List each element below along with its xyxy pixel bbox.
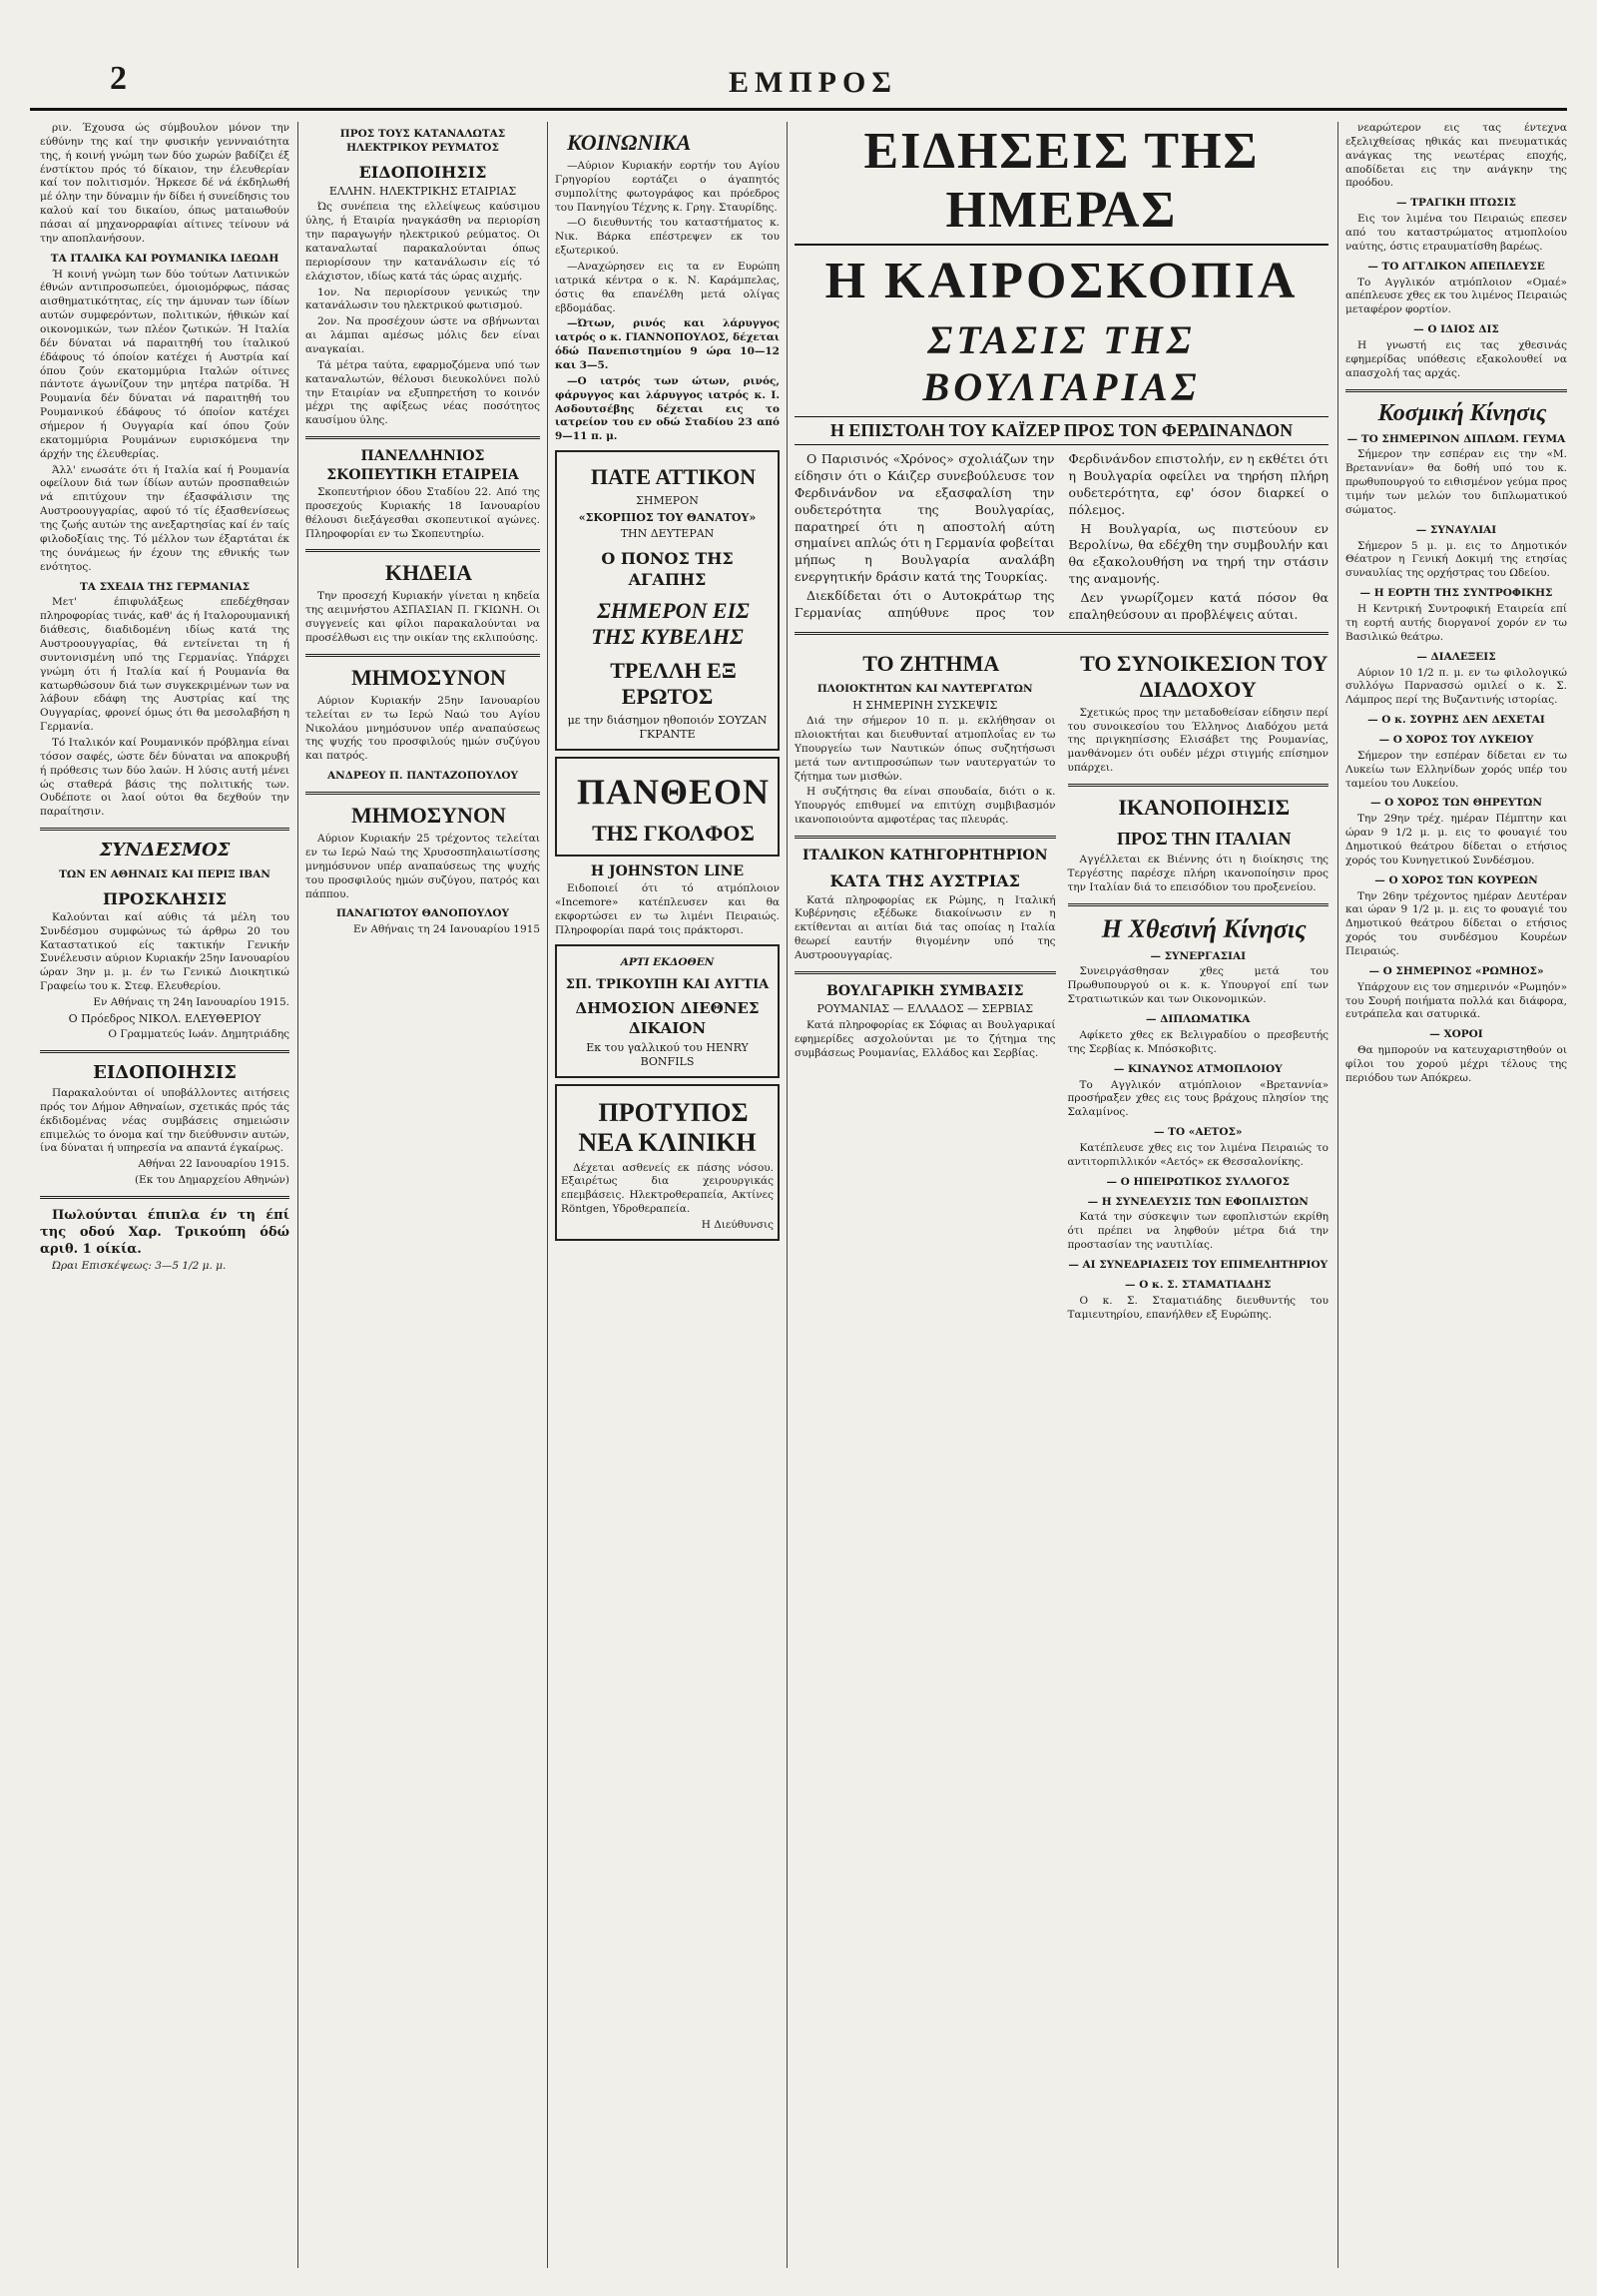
main-headline: Η ΚΑΙΡΟΣΚΟΠΙΑ (824, 253, 1299, 309)
headline: ΚΑΤΑ ΤΗΣ ΑΥΣΤΡΙΑΣ (829, 871, 1020, 891)
column-4 (795, 122, 1329, 2278)
article-text: Σήμερον την εσπέραν δίδεται εν τω Λυκείω των Ελληνίδων χορός υπέρ του ταμείου του Λυκείου. (1345, 749, 1567, 790)
article-text: Η συζήτησις θα είναι σπουδαία, διότι ο κ. Υπουργός επιθυμεί να επιτύχη συμβιβασμόν ικανοποιούντα αμφοτέρας τας πλευράς. (795, 786, 1056, 827)
headline: ΤΟ ΣΥΝΟΙΚΕΣΙΟΝ ΤΟΥ ΔΙΑΔΟΧΟΥ (1080, 650, 1329, 702)
article-text: —Ώτων, ρινός και λάρυγγος ιατρός ο κ. ΓΙΑΝΝΟΠΟΥΛΟΣ, δέχεται όδώ Πανεπιστημίου 9 ώρα 10—12 και 3—5. (555, 317, 780, 372)
headline: ΠΡΟΣ ΤΗΝ ΙΤΑΛΙΑΝ (1116, 829, 1292, 850)
headline: — ΣΥΝΑΥΛΙΑΙ (1415, 523, 1497, 536)
divider (1068, 903, 1330, 906)
divider (305, 549, 540, 552)
headline: — Ο ΗΠΕΙΡΩΤΙΚΟΣ ΣΥΛΛΟΓΟΣ (1106, 1175, 1290, 1188)
headline: — Ο ΧΟΡΟΣ ΤΩΝ ΚΟΥΡΕΩΝ (1374, 873, 1538, 886)
article-text: Κατά πληροφορίας εκ Ρώμης, η Ιταλική Κυβέρνησις εξέδωκε διακοίνωσιν εν η εκτίθενται αι αιτίαι διά τας οποίας η Ιταλία θεωρεί εαυτήν θιγομένην υπό της Αυστροουγγαρίας. (795, 893, 1056, 962)
headline: ΕΙΔΟΠΟΙΗΣΙΣ (93, 1062, 237, 1084)
subheadline: Εκ του γαλλικού του HENRY BONFILS (586, 1040, 749, 1069)
article-text: —Αύριον Κυριακήν εορτήν του Αγίου Γρηγορίου εορτάζει ο άγαπητός συμπολίτης φωτογράφος και πρόεδρος του Πανηγίου Τέχνης κ. Γρηγ. Σταυρίδης. (555, 160, 780, 214)
article-text: Αύριον Κυριακήν 25 τρέχοντος τελείται εν τω Ιερώ Ναώ της Χρυσοσπηλαιωτίσσης μνημόσυνον υπέρ αναπαύσεως της ψυχής του προσφιλούς ημών συζύγου, πατρός και πάππου. (305, 833, 540, 900)
section-banner: ΕΙΔΗΣΕΙΣ ΤΗΣ ΗΜΕΡΑΣ (795, 122, 1329, 246)
headline: ΠΡΟΣ ΤΟΥΣ ΚΑΤΑΝΑΛΩΤΑΣ ΗΛΕΚΤΡΙΚΟΥ ΡΕΥΜΑΤΟΣ (339, 128, 506, 154)
film-title: ΤΗΣ ΓΚΟΛΦΟΣ (592, 820, 755, 846)
clinic-ad (555, 1084, 780, 1241)
section-banner: Η Χθεσινή Κίνησις (1101, 913, 1307, 943)
article-text: Κατά την σύσκεψιν των εφοπλιστών εκρίθη ότι πρέπει να ληφθούν μέτρα διά την προστασίαν της ναυτιλίας. (1067, 1211, 1329, 1252)
article-text: Σχετικώς προς την μεταδοθείσαν είδησιν περί του συνοικεσίου του Έλληνος Διαδόχου μετά της πριγκηπίσσης Ελισάβετ της Ρουμανίας, μανθάνομεν ότι ουδέν μέχρι στιγμής επίσημον υπάρχει. (1067, 706, 1329, 775)
headline: ΠΛΟΙΟΚΤΗΤΩΝ ΚΑΙ ΝΑΥΤΕΡΓΑΤΩΝ (816, 682, 1033, 695)
article-text: Διά την σήμερον 10 π. μ. εκλήθησαν οι πλοιοκτήται και διευθυνταί ατμοπλοΐας εν τω Υπουργείω των Ναυτικών όπως συζητήσωσι μετά των αντιπροσώπων των ναυτεργατών το ζήτημα των μισθών. (795, 715, 1056, 783)
article-text: Παρακαλούνται οί υποβάλλοντες αιτήσεις πρός τον Δήμον Αθηναίων, σχετικάς πρός τάς έκδιδομένας νέας συμβάσεις σημειώσιν επιμελώς το όνομα καί την διεύθυνσιν αυτών, ίνα δύναται ή υπηρεσία να απαντά έγκαίρως. (40, 1086, 289, 1155)
headline: — ΧΟΡΟΙ (1429, 1028, 1483, 1041)
article-text: Σήμερον 5 μ. μ. εις το Δημοτικόν Θέατρον η Γενική Δοκιμή της ετησίας συναυλίας της ορχήστρας του Ωδείου. (1345, 539, 1567, 580)
subheadline: Η ΣΗΜΕΡΙΝΗ ΣΥΣΚΕΨΙΣ (852, 698, 998, 712)
article-text: Αύριον Κυριακήν 25ην Ιανουαρίου τελείται εν τω Ιερώ Ναώ του Αγίου Νικολάου μνημόσυνον υπέρ αναπαύσεως της ψυχής του προσφιλούς ημών συζύγου και πατρός. (305, 694, 540, 763)
article-text: Η γνωστή εις τας χθεσινάς εφημερίδας υπόθεσις εξακολουθεί να απασχολή τας αρχάς. (1345, 339, 1567, 379)
headline: ΠΡΟΤΥΠΟΣ ΝΕΑ ΚΛΙΝΙΚΗ (578, 1097, 757, 1157)
signature: Ο Πρόεδρος ΝΙΚΟΛ. ΕΛΕΥΘΕΡΙΟΥ (68, 1011, 262, 1025)
signature: Εν Αθήναις τη 24 Ιανουαρίου 1915 (353, 923, 540, 936)
article-text: νεαρώτερον εις τας έντεχνα εξελιχθείσας ηθικάς και πνευματικάς ανάγκας της νεωτέρας εποχής, αποδίδεται εις την ανάγκην της προόδου. (1345, 122, 1567, 190)
column-rule (547, 122, 548, 2268)
article-text: Το Αγγλικόν ατμόπλοιον «Ομαέ» απέπλευσε χθες εκ του λιμένος Πειραιώς μεταφέρον φορτίον. (1345, 276, 1567, 316)
headline: ΚΗΔΕΙΑ (384, 560, 473, 586)
headline: — Ο κ. ΣΟΥΡΗΣ ΔΕΝ ΔΕΧΕΤΑΙ (1367, 714, 1545, 727)
article-text: Τό Ιταλικόν καί Ρουμανικόν πρόβλημα είναι τόσον σαφές, ώστε δέν δύναται να αποκρυβή ή πρόθεσις των δύο λαών. Η λύσις αυτή μένει ώς σταθερά βάσις της πολιτικής των. Ουδέποτε οι λαοί ούτοι θα δεχθούν την παραίτησιν. (40, 736, 289, 819)
headline: ΠΑΝΕΛΛΗΝΙΟΣ ΣΚΟΠΕΥΤΙΚΗ ΕΤΑΙΡΕΙΑ (326, 448, 519, 483)
film-title: «ΣΚΟΡΠΙΟΣ ΤΟΥ ΘΑΝΑΤΟΥ» (578, 510, 757, 524)
signature: Ο Γραμματεύς Ιωάν. Δημητριάδης (108, 1028, 289, 1041)
article-text: Αφίκετο χθες εκ Βελιγραδίου ο πρεσβευτής της Σερβίας κ. Μπόσκοβιτς. (1067, 1028, 1329, 1055)
headline: ΣΠ. ΤΡΙΚΟΥΠΗ ΚΑΙ ΑΥΓΤΙΑ (565, 976, 770, 992)
article-text: Η Βουλγαρία, ως πιστεύουν εν Βερολίνω, θα εδέχθη την συμβουλήν και θα εξακολουθήση να τηρή την στάσιν της αναμονής. (1068, 520, 1329, 587)
article-text: Σήμερον την εσπέραν εις την «Μ. Βρεταννίαν» θα δοθή υπό του κ. πρωθυπουργού το ειθισμένον γεύμα προς τιμήν των μελών του διπλωματικού σώματος. (1345, 448, 1567, 516)
article-text: —Ο ιατρός των ώτων, ρινός, φάρυγγος και λάρυγγος ιατρός κ. Ι. Ασδουτσέβης δέχεται εις το ιατρείον του εν οδώ Σταδίου 23 από 9—11 π. μ. (555, 374, 780, 443)
divider (305, 654, 540, 657)
headline: — ΤΟ ΑΓΓΛΙΚΟΝ ΑΠΕΠΛΕΥΣΕ (1367, 260, 1545, 273)
article-text: Αγγέλλεται εκ Βιέννης ότι η διοίκησις της Τεργέστης παρέσχε πλήρη ικανοποίησιν προς την Ιταλίαν διά το επεισόδιον του προξενείου. (1067, 854, 1329, 893)
headline: — Ο ΧΟΡΟΣ ΤΩΝ ΘΗΡΕΥΤΩΝ (1369, 797, 1542, 810)
article-text: Την 29ην τρέχ. ημέραν Πέμπτην και ώραν 9 1/2 μ. μ. εις το φουαγιέ του Δημοτικού θεάτρου δίδεται ο ετήσιος χορός του Κυνηγετικού Συνδέσμου. (1345, 813, 1567, 866)
headline: ΠΑΤΕ ΑΤΤΙΚΟΝ (590, 464, 757, 490)
article-text: —Ο διευθυντής του καταστήματος κ. Νικ. Βάρκα επέστρεψεν εκ του εξωτερικού. (555, 217, 780, 258)
book-ad (555, 944, 780, 1078)
article-text: Το Αγγλικόν ατμόπλοιον «Βρεταννία» προσήραξεν χθες εις τους βράχους πλησίον της Σαλαμίνος. (1067, 1078, 1329, 1119)
article-text: Ή κοινή γνώμη των δύο τούτων Λατινικών έθνών αντιπροσωπεύει, όμοιομόρφως, πάσας αισθηματικότητας, είς την άμυναν των ίδίων αυτών συμφερόντων, πολιτικών, ήθικών καί οικονομικών, των πλέον ζωτικών. Ή Ιταλία δέν δύναται νά παραιτηθή του ίταλικού έδάφους τό όποίον κατέχει ή Αυστρία καί όπου ζούν εκατομμύρια Ιταλών οίτινες πάντοτε άγωνίζουν την μητέρα πατρίδα. Ή Ρουμανία δέν δύναται νά παραιτηθή του Ρουμανικού έδάφους τό όποίον κατέχει σήμερον ή Ουγγαρία καί όπου ζούν εκατομμύρια Ρουμάνων ευρισκόμενα την άρχήν της έλευθερίας. (40, 268, 289, 460)
article-text: Η Κεντρική Συντροφική Εταιρεία επί τη εορτή αυτής διοργανοί χορόν εν τω Βασιλικώ θεάτρω. (1345, 603, 1567, 643)
headline: — ΑΙ ΣΥΝΕΔΡΙΑΣΕΙΣ ΤΟΥ ΕΠΙΜΕΛΗΤΗΡΙΟΥ (1068, 1258, 1329, 1271)
film-title: ΤΡΕΛΛΗ ΕΞ ΕΡΩΤΟΣ (610, 657, 737, 709)
headline: ΠΑΝΘΕΟΝ (576, 771, 770, 812)
column-rule (1337, 122, 1338, 2268)
headline: ΣΗΜΕΡΟΝ ΕΙΣ ΤΗΣ ΚΥΒΕΛΗΣ (591, 597, 750, 649)
article-text: Αύριον 10 1/2 π. μ. εν τω φιλολογικώ συλλόγω Παρνασσώ ομιλεί ο κ. Σ. Λάμπρος περί της Βυζαντινής ιστορίας. (1345, 666, 1567, 707)
section-banner: Κοσμική Κίνησις (1377, 399, 1547, 426)
article-text: Τά μέτρα ταύτα, εφαρμοζόμενα υπό των καταναλωτών, θέλουσι διευκολύνει πολύ την Εταιρίαν να εξυπηρετήση το κοινόν μέχρι της αφίξεως νέας ποσότητος καυσίμου ύλης. (305, 358, 540, 427)
subheadline: με την διάσημον ηθοποιόν ΣΟΥΖΑΝ ΓΚΡΑΝΤΕ (567, 713, 768, 742)
classified-ad: Πωλούνται έπιπλα έν τη έπί της οδού Χαρ. Τρικούπη όδώ αριθ. 1 οίκία. (40, 1207, 289, 1258)
signature: Εν Αθήναις τη 24η Ιανουαρίου 1915. (93, 995, 289, 1008)
classified-ad: Ώραι Επισκέψεως: 3—5 1/2 μ. μ. (52, 1260, 227, 1273)
news-column-left (795, 643, 1056, 1325)
divider (1068, 784, 1330, 787)
headline: ΠΡΟΣΚΛΗΣΙΣ (103, 888, 227, 908)
article-text: 2ον. Να προσέχουν ώστε να σβήνωνται αι λάμπαι αμέσως μόλις δεν είναι αναγκαίαι. (305, 315, 540, 355)
headline: — Ο κ. Σ. ΣΤΑΜΑΤΙΑΔΗΣ (1125, 1278, 1272, 1291)
article-text: Ο κ. Σ. Σταματιάδης διευθυντής του Ταμιευτηρίου, επανήλθεν εξ Ευρώπης. (1067, 1294, 1329, 1321)
divider (1345, 389, 1567, 392)
signature: Αθήναι 22 Ιανουαρίου 1915. (138, 1158, 289, 1171)
article-text: Την 26ην τρέχοντος ημέραν Δευτέραν και ώραν 9 1/2 μ. μ. εις το φουαγιέ του Δημοτικού θεάτρου δίδεται ο ετήσιος χορός του συνδέσμου Κουρέων Πειραιώς. (1345, 889, 1567, 957)
headline: ΠΑΝΑΓΙΩΤΟΥ ΘΑΝΟΠΟΥΛΟΥ (335, 907, 509, 920)
page-number: 2 (110, 60, 127, 97)
headline: — ΚΙΝΑΥΝΟΣ ΑΤΜΟΠΛΟΙΟΥ (1113, 1062, 1283, 1075)
article-text: Δέχεται ασθενείς εκ πάσης νόσου. Εξαιρέτως δια χειρουργικάς επεμβάσεις. Ηλεκτροθεραπεία, Ακτίνες Röntgen, Υδροθεραπεία. (561, 1161, 774, 1216)
article-text: Ο Παρισινός «Χρόνος» σχολιάζων την είδησιν ότι ο Κάιζερ συνεβούλευσε τον Φερδινάνδον να εξασφαλίση την ουδετερότητα της Βουλγαρίας, παρατηρεί ότι η αποστολή αύτη σημαίνει απλώς ότι η Γερμανία φοβείται μήπως η Βουλγαρία αναλάβη ενεργητικήν δράσιν κατά της Τουρκίας. (795, 451, 1055, 585)
headline: — ΣΥΝΕΡΓΑΣΙΑΙ (1150, 949, 1247, 962)
article-text: Σκοπευτήριον όδου Σταδίου 22. Από της προσεχούς Κυριακής 18 Ιανουαρίου θέλουσι διεξάγεσθαι σκοπευτικοί αγώνες. Πληροφορίαι εν τω Σκοπευτηρίω. (305, 486, 540, 540)
main-subheadline: ΣΤΑΣΙΣ ΤΗΣ ΒΟΥΛΓΑΡΙΑΣ (922, 317, 1201, 409)
column-2 (305, 122, 540, 2278)
article-text: 1ον. Να περιορίσουν γενικώς την κατανάλωσιν του ηλεκτρικού φωτισμού. (305, 286, 540, 312)
column-rule (787, 122, 788, 2268)
headline: ΤΑ ΙΤΑΛΙΚΑ ΚΑΙ ΡΟΥΜΑΝΙΚΑ ΙΔΕΩΔΗ (50, 252, 279, 265)
divider (40, 828, 289, 831)
headline: — Η ΕΟΡΤΗ ΤΗΣ ΣΥΝΤΡΟΦΙΚΗΣ (1359, 587, 1553, 600)
headline: ΕΙΔΟΠΟΙΗΣΙΣ (358, 162, 487, 182)
divider (305, 436, 540, 439)
article-text: Καλούνται καί αύθις τά μέλη του Συνδέσμου συμφώνως τώ άρθρω 20 του Καταστατικού είς τακτικήν Γενικήν Συνέλευσιν αύριον Κυριακήν 25ην Ιανουαρίου ώραν 3ην μ. μ. έν τω Γενικώ Διοικητικώ Γραφείω του κ. Στεφ. Ελευθερίου. (40, 910, 289, 993)
headline: — Ο ΣΗΜΕΡΙΝΟΣ «ΡΩΜΗΟΣ» (1368, 964, 1544, 977)
article-text: Δεν γνωρίζομεν κατά πόσον θα επαληθεύσουν αι προβλέψεις αύται. (1068, 590, 1329, 622)
subheadline: ΕΛΛΗΝ. ΗΛΕΚΤΡΙΚΗΣ ΕΤΑΙΡΙΑΣ (328, 184, 517, 198)
column-rule (297, 122, 298, 2268)
headline: ΙΚΑΝΟΠΟΙΗΣΙΣ (1118, 795, 1291, 821)
headline: — Ο ΙΔΙΟΣ ΔΙΣ (1413, 323, 1499, 336)
article-text: Ώς συνέπεια της ελλείψεως καύσιμου ύλης, ή Εταιρία ηναγκάσθη να περιορίση την παραγωγήν ηλεκτρικού ρεύματος. Οι καταναλωταί παρακαλούνται όπως περιορίσουν την κατανάλωσιν είς τό ελάχιστον, ιδίως κατά τάς ώρας αιχμής. (305, 201, 540, 283)
headline: ΤΩΝ ΕΝ ΑΘΗΝΑΙΣ ΚΑΙ ΠΕΡΙΞ ΙΒΑΝ (59, 867, 270, 880)
divider (305, 792, 540, 795)
headline: — ΤΟ «ΑΕΤΟΣ» (1154, 1126, 1243, 1139)
headline: ΣΥΝΔΕΣΜΟΣ (99, 840, 231, 861)
headline: — ΔΙΠΛΩΜΑΤΙΚΑ (1146, 1013, 1251, 1026)
article-text: —Αναχώρησεν εις τα εν Ευρώπη ιατρικά κέντρα ο κ. Ν. Καράμπελας, όστις θα επανέλθη μετά ολίγας εβδομάδας. (555, 261, 780, 314)
article-text: Θα ημπορούν να κατευχαριστηθούν οι φίλοι του χορού μέχρι τέλους της περιόδου των Απόκρεω. (1345, 1044, 1567, 1084)
article-text: Εις τον λιμένα του Πειραιώς επεσεν από του καταστρώματος ατμοπλοίου ναύτης, όστις ετραυματίσθη βαρέως. (1345, 213, 1567, 253)
divider (40, 1196, 289, 1199)
news-lower (795, 643, 1329, 1325)
film-title: Ο ΠΟΝΟΣ ΤΗΣ ΑΓΑΠΗΣ (601, 548, 734, 589)
article-text: Συνειργάσθησαν χθες μετά του Πρωθυπουργού οι κ. κ. Υπουργοί επί των Στρατιωτικών και των Οικονομικών. (1067, 965, 1329, 1006)
headline: — Ο ΧΟΡΟΣ ΤΟΥ ΛΥΚΕΙΟΥ (1378, 733, 1534, 746)
news-columns (795, 451, 1329, 624)
headline: ΤΟ ΖΗΤΗΜΑ (862, 650, 1000, 676)
newspaper-title: ΕΜΠΡΟΣ (729, 66, 897, 99)
headline: ΑΝΔΡΕΟΥ Π. ΠΑΝΤΑΖΟΠΟΥΛΟΥ (326, 770, 519, 783)
headline: — ΤΟ ΣΗΜΕΡΙΝΟΝ ΔΙΠΛΩΜ. ΓΕΥΜΑ (1346, 432, 1566, 445)
subheadline: ΡΟΥΜΑΝΙΑΣ — ΕΛΛΑΔΟΣ — ΣΕΡΒΙΑΣ (816, 1002, 1034, 1016)
headline: ΔΗΜΟΣΙΟΝ ΔΙΕΘΝΕΣ ΔΙΚΑΙΟΝ (575, 998, 760, 1037)
headline: ΒΟΥΛΓΑΡΙΚΗ ΣΥΜΒΑΣΙΣ (826, 982, 1024, 999)
article-text: Κατέπλευσε χθες εις τον λιμένα Πειραιώς το αντιτορπιλλικόν «Αετός» εκ Θεσσαλονίκης. (1067, 1141, 1329, 1168)
headline: ΙΤΑΛΙΚΟΝ ΚΑΤΗΓΟΡΗΤΗΡΙΟΝ (801, 848, 1048, 863)
divider (40, 1050, 289, 1053)
news-column-right (1068, 643, 1330, 1325)
headline: Η ΕΠΙΣΤΟΛΗ ΤΟΥ ΚΑΪΖΕΡ ΠΡΟΣ ΤΟΝ ΦΕΡΔΙΝΑΝΔΟΝ (795, 416, 1329, 445)
column-1 (40, 122, 289, 2278)
article-text: Μετ' έπιφυλάξεως επεδέχθησαν πληροφορίας τινάς, καθ' άς ή Ιταλορουμανική διάθεσις, διαδιδομένη ιδίως κατά της Αυστροουγγαρίας, θά εντείνεται τη ή συντονισμένη υπό της Γερμανίας. Υπάρχει γνώμη ότι ή Ιταλία καί ή Ρουμανία θα κατωρθώσουν διά των συγκεκριμένων των να λάβουν εδάφη της Αυστρίας καί της Ουγγαρίας, φρονεί όμως ότι θα μεσολαβήση η Γερμανία. (40, 596, 289, 734)
cinema-ad (555, 450, 780, 751)
signature: (Εκ του Δημαρχείου Αθηνών) (134, 1174, 289, 1187)
headline: ΚΟΙΝΩΝΙΚΑ (567, 130, 692, 155)
headline: ΜΗΜΟΣΥΝΟΝ (351, 664, 506, 690)
column-5 (1345, 122, 1567, 2278)
article-text: Την προσεχή Κυριακήν γίνεται η κηδεία της αειμνήστου ΑΣΠΑΣΙΑΝ Π. ΓΚΙΩΝΗ. Οι συγγενείς και φίλοι παρακαλούνται να προσέλθωσι εις την οικίαν της εκλιπούσης. (305, 590, 540, 645)
divider (795, 971, 1056, 974)
article-text: ριν. Έχουσα ώς σύμβουλον μόνον την εύθύνην της καί την φυσικήν γεννναιότητα της, ή κοινή γνώμη των δύο χωρών βαδίζει έξ ένστίκτου πρός τό δίκαιον, την έλευθερίαν καί τον πολιτισμόν. Ήρκεσε δέ νά έκδηλωθή μέ όλην την δύναμιν ήν δίδει ή συνείδησις του καλού καί του δικαίου, όπως ματαιωθούν πάσαι αί μηχανορραφίαι αίτινες τείνουν νά την αποπλανήσουν. (40, 122, 289, 245)
subheadline: ΣΗΜΕΡΟΝ (636, 494, 699, 508)
headline: ΑΡΤΙ ΕΚΔΟΘΕΝ (620, 955, 715, 968)
divider (795, 836, 1056, 839)
article-text: Υπάρχουν εις τον σημερινόν «Ρωμηόν» του Σουρή ποιήματα πολλά και διάφορα, ευτράπελα και σατυρικά. (1345, 980, 1567, 1021)
headline: — ΤΡΑΓΙΚΗ ΠΤΩΣΙΣ (1396, 197, 1516, 210)
headline: ΤΑ ΣΧΕΔΙΑ ΤΗΣ ΓΕΡΜΑΝΙΑΣ (79, 580, 251, 593)
headline: Η JOHNSTON LINE (590, 862, 745, 879)
article-text: Διεκδίδεται ότι ο Αυτοκράτωρ της Γερμανίας απηύθυνε προς τον Φερδινάνδον επιστολήν, εν η εκθέτει ότι η Βουλγαρία οφείλει να τηρήση πλήρη ουδετερότητα, εφ' όσον διαρκεί ο πόλεμος. (795, 451, 1329, 620)
cinema-ad (555, 757, 780, 857)
headline: — Η ΣΥΝΕΛΕΥΣΙΣ ΤΩΝ ΕΦΟΠΛΙΣΤΩΝ (1087, 1195, 1309, 1208)
headline: — ΔΙΑΛΕΞΕΙΣ (1416, 650, 1496, 663)
article-text: Κατά πληροφορίας εκ Σόφιας αι Βουλγαρικαί εφημερίδες ασχολούνται με το ζήτημα της συμβάσεως Ρουμανίας, Ελλάδος και Σερβίας. (795, 1018, 1056, 1059)
article-text: Ειδοποιεί ότι τό ατμόπλοιον «Incemore» κατέπλευσεν και θα εκφορτώσει εν τω λιμένι Πειραιώς. Πληροφορίαι παρά τοις πράκτορσι. (555, 882, 780, 937)
signature: Η Διεύθυνσις (701, 1218, 774, 1231)
masthead (30, 58, 1567, 111)
divider (795, 632, 1329, 635)
article-text: Άλλ' ενωσάτε ότι ή Ιταλία καί ή Ρουμανία οφείλουν διά των ίδίων αυτών προσπαθειών νά επιτύχουν την έξασφάλισιν της Αυστροουγγαρίας, αφού τό τίς έξασθενίσεως της ζωής αυτών της ανεξαρτησίας καί έν ταίς φιλοδοξίαις της. Τό μέλλον των έξαρτάται έκ της όυνάμεως ήν έχουν της εθνικής των ενότητος. (40, 463, 289, 573)
headline: ΜΗΜΟΣΥΝΟΝ (351, 803, 506, 829)
subheadline: ΤΗΝ ΔΕΥΤΕΡΑΝ (620, 527, 715, 541)
column-3 (555, 122, 780, 2278)
